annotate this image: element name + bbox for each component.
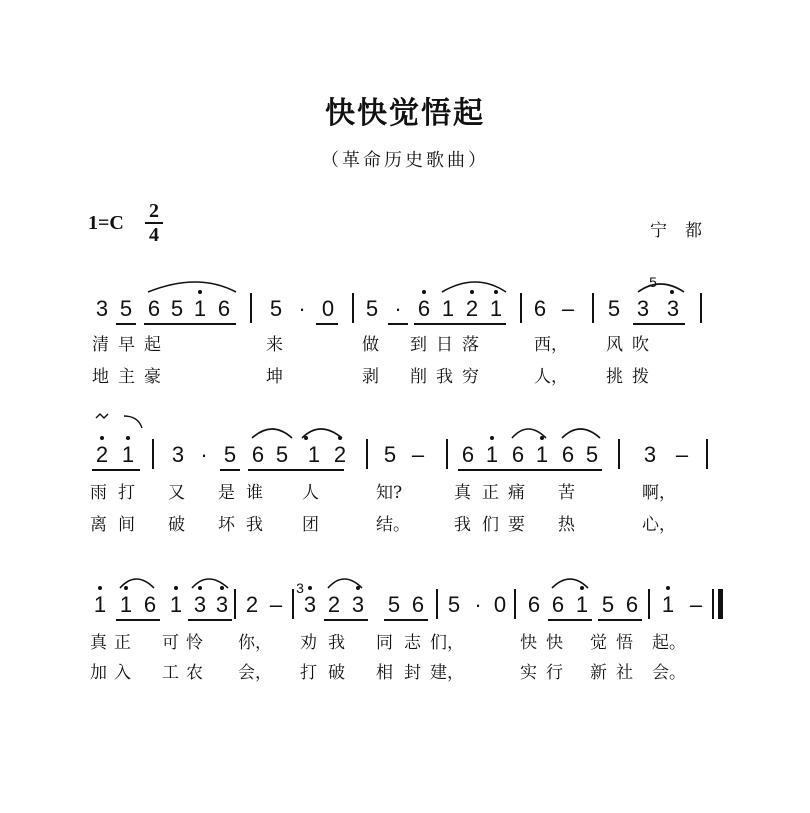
lyric: 我 — [436, 367, 453, 387]
song-title: 快快觉悟起 — [325, 96, 485, 131]
lyric: 雨 — [90, 483, 107, 503]
note: 3 — [351, 592, 365, 617]
lyric: 怜 — [186, 633, 203, 653]
underline — [144, 323, 236, 325]
note: 3 — [95, 296, 109, 321]
note: 0 — [493, 592, 507, 617]
lyric: 可 — [162, 633, 179, 653]
note: – — [689, 592, 703, 617]
lyric: 早 — [118, 335, 135, 355]
meter-numerator: 2 — [149, 200, 159, 222]
lyric: 们， — [430, 633, 464, 653]
lyric: 实 — [520, 663, 537, 683]
note: 1 — [485, 442, 499, 467]
underline — [633, 323, 685, 325]
lyric: 风 — [606, 335, 623, 355]
note: · — [298, 296, 306, 321]
lyric: 正 — [482, 483, 499, 503]
note: 3 — [643, 442, 657, 467]
note: 5 — [601, 592, 615, 617]
lyric-row-2a — [80, 482, 730, 506]
underline — [414, 323, 506, 325]
lyric: 热 — [558, 515, 575, 535]
grace-note: 5 — [649, 274, 657, 290]
lyric: 同 — [376, 633, 393, 653]
note: 1 — [93, 592, 107, 617]
underline — [248, 469, 344, 471]
lyric-row-3b — [80, 662, 730, 686]
underline — [384, 619, 428, 621]
note: 6 — [461, 442, 475, 467]
note: 6 — [533, 296, 547, 321]
lyric: 真 — [454, 483, 471, 503]
lyric: 坤 — [266, 367, 283, 387]
lyric: 西， — [534, 335, 568, 355]
note: 1 — [307, 442, 321, 467]
lyric: 清 — [92, 335, 109, 355]
meter-denominator: 4 — [149, 224, 159, 246]
lyric: 们 — [482, 515, 499, 535]
underline — [116, 323, 136, 325]
underline — [188, 619, 232, 621]
lyric: 建， — [430, 663, 464, 683]
note: 6 — [417, 296, 431, 321]
underline — [388, 323, 408, 325]
song-source: 宁都 — [650, 221, 720, 241]
lyric: 我 — [454, 515, 471, 535]
lyric: 谁 — [246, 483, 263, 503]
note: 5 — [269, 296, 283, 321]
note: 3 — [171, 442, 185, 467]
lyric: 封 — [404, 663, 421, 683]
score-row-2 — [80, 442, 730, 482]
lyric: 是 — [218, 483, 235, 503]
note: 1 — [441, 296, 455, 321]
underline — [548, 619, 592, 621]
note: 1 — [489, 296, 503, 321]
note: 5 — [447, 592, 461, 617]
lyric: 知? — [376, 483, 403, 503]
lyric: 你， — [238, 633, 272, 653]
lyric: 落 — [462, 335, 479, 355]
lyric: 觉 — [590, 633, 607, 653]
note: 6 — [625, 592, 639, 617]
note: 1 — [193, 296, 207, 321]
note: 6 — [561, 442, 575, 467]
lyric: 入 — [114, 663, 131, 683]
note: 6 — [527, 592, 541, 617]
lyric: 日 — [436, 335, 453, 355]
lyric: 工 — [162, 663, 179, 683]
lyric: 削 — [410, 367, 427, 387]
note: 5 — [383, 442, 397, 467]
lyric-row-2b — [80, 514, 730, 538]
lyric: 离 — [90, 515, 107, 535]
note: · — [474, 592, 482, 617]
lyric-row-3a — [80, 632, 730, 656]
note: 2 — [327, 592, 341, 617]
lyric: 我 — [328, 633, 345, 653]
lyric: 心， — [642, 515, 676, 535]
note: 5 — [223, 442, 237, 467]
underline — [458, 469, 602, 471]
note: 2 — [465, 296, 479, 321]
lyric: 打 — [118, 483, 135, 503]
note: 1 — [169, 592, 183, 617]
lyric: 劝 — [300, 633, 317, 653]
lyric: 会， — [238, 663, 272, 683]
lyric: 农 — [186, 663, 203, 683]
lyric: 人， — [534, 367, 568, 387]
lyric: 我 — [246, 515, 263, 535]
note: 5 — [387, 592, 401, 617]
lyric: 豪 — [144, 367, 161, 387]
lyric: 起 — [144, 335, 161, 355]
note: 3 — [666, 296, 680, 321]
underline — [316, 323, 338, 325]
note: 5 — [119, 296, 133, 321]
lyric: 要 — [508, 515, 525, 535]
note: 6 — [143, 592, 157, 617]
note: 3 — [303, 592, 317, 617]
note: 3 — [215, 592, 229, 617]
slurs — [80, 266, 730, 306]
lyric: 打 — [300, 663, 317, 683]
underline — [92, 469, 140, 471]
lyric: 行 — [546, 663, 563, 683]
note: 5 — [275, 442, 289, 467]
lyric: 结。 — [376, 515, 410, 535]
note: 2 — [333, 442, 347, 467]
lyric: 主 — [118, 367, 135, 387]
song-subtitle: （革命历史歌曲） — [321, 150, 489, 171]
time-signature — [143, 200, 165, 246]
note: 6 — [411, 592, 425, 617]
lyric: 正 — [114, 633, 131, 653]
note: 2 — [95, 442, 109, 467]
slurs — [80, 412, 730, 452]
lyric: 拨 — [632, 367, 649, 387]
lyric: 社 — [616, 663, 633, 683]
lyric: 啊， — [642, 483, 676, 503]
lyric: 会。 — [652, 663, 686, 683]
lyric: 坏 — [218, 515, 235, 535]
lyric: 人 — [302, 483, 319, 503]
score-row-1 — [80, 274, 730, 336]
lyric: 快 — [520, 633, 537, 653]
note: 6 — [551, 592, 565, 617]
note: – — [675, 442, 689, 467]
underline — [598, 619, 642, 621]
note: 5 — [365, 296, 379, 321]
note: 3 — [193, 592, 207, 617]
note: 6 — [217, 296, 231, 321]
note: 6 — [511, 442, 525, 467]
lyric: 真 — [90, 633, 107, 653]
note: – — [561, 296, 575, 321]
score-row-3 — [80, 580, 730, 632]
lyric: 剥 — [362, 367, 379, 387]
lyric: 来 — [266, 335, 283, 355]
note: – — [269, 592, 283, 617]
note: 1 — [121, 442, 135, 467]
note: – — [411, 442, 425, 467]
note: 1 — [575, 592, 589, 617]
note: 1 — [119, 592, 133, 617]
note: 6 — [147, 296, 161, 321]
lyric: 起。 — [652, 633, 686, 653]
underline — [116, 619, 160, 621]
lyric: 新 — [590, 663, 607, 683]
lyric: 团 — [302, 515, 319, 535]
note: 3 — [636, 296, 650, 321]
note: 2 — [245, 592, 259, 617]
lyric: 志 — [404, 633, 421, 653]
lyric: 做 — [362, 335, 379, 355]
key-signature: 1=C — [88, 212, 124, 234]
lyric: 吹 — [632, 335, 649, 355]
note: 0 — [321, 296, 335, 321]
lyric: 间 — [118, 515, 135, 535]
note: 5 — [607, 296, 621, 321]
note: 6 — [251, 442, 265, 467]
lyric: 又 — [168, 483, 185, 503]
lyric: 苦 — [558, 483, 575, 503]
note: 1 — [661, 592, 675, 617]
lyric: 快 — [546, 633, 563, 653]
lyric: 痛 — [508, 483, 525, 503]
underline — [324, 619, 368, 621]
lyric: 悟 — [616, 633, 633, 653]
lyric: 到 — [410, 335, 427, 355]
lyric: 地 — [92, 367, 109, 387]
lyric-row-1a — [80, 334, 730, 358]
grace-note: 3 — [296, 580, 304, 596]
lyric: 相 — [376, 663, 393, 683]
note: · — [394, 296, 402, 321]
note: 5 — [585, 442, 599, 467]
note: 5 — [170, 296, 184, 321]
slurs — [80, 562, 730, 602]
lyric-row-1b — [80, 366, 730, 390]
lyric: 破 — [168, 515, 185, 535]
note: · — [200, 442, 208, 467]
note: 1 — [535, 442, 549, 467]
lyric: 加 — [90, 663, 107, 683]
underline — [220, 469, 240, 471]
lyric: 破 — [328, 663, 345, 683]
lyric: 挑 — [606, 367, 623, 387]
lyric: 穷 — [462, 367, 479, 387]
